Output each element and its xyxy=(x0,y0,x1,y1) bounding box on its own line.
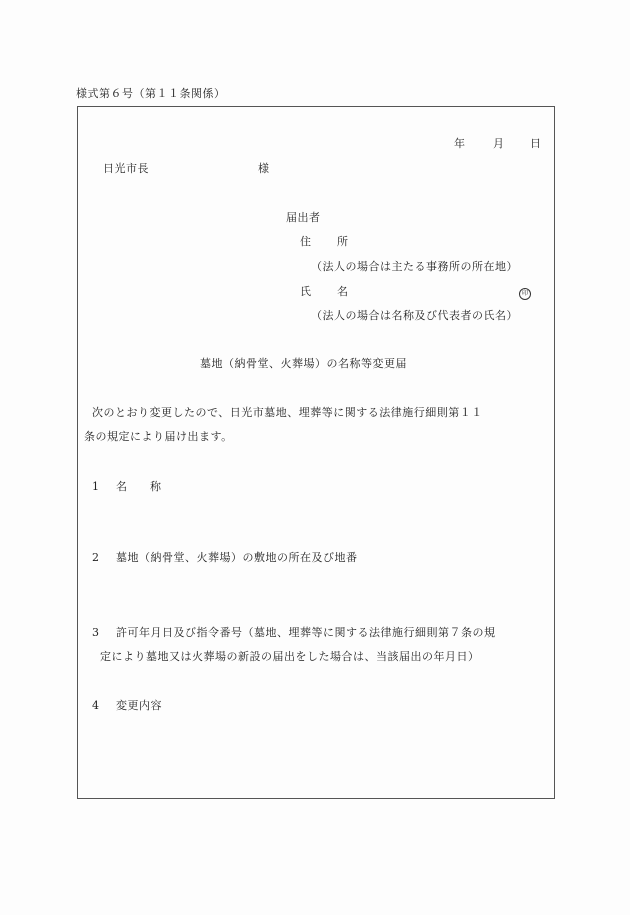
item-4-number: 4 xyxy=(92,699,100,712)
item-4-text: 変更内容 xyxy=(116,699,162,712)
body-line-2: 条の規定により届け出ます。 xyxy=(84,430,233,443)
name-label-1: 氏 xyxy=(300,285,312,298)
address-label-2: 所 xyxy=(337,235,349,248)
item-2-number: 2 xyxy=(92,551,100,564)
date-month-label: 月 xyxy=(493,137,505,150)
address-note: （法人の場合は主たる事務所の所在地） xyxy=(311,260,518,273)
item-2-text: 墓地（納骨堂、火葬場）の敷地の所在及び地番 xyxy=(116,551,358,564)
body-line-1: 次のとおり変更したので、日光市墓地、埋葬等に関する法律施行細則第１１ xyxy=(92,406,483,419)
document-title: 墓地（納骨堂、火葬場）の名称等変更届 xyxy=(200,357,407,370)
date-day-label: 日 xyxy=(530,137,542,150)
notifier-label: 届出者 xyxy=(286,211,321,224)
name-label-2: 名 xyxy=(337,285,349,298)
form-number: 様式第６号（第１１条関係） xyxy=(76,87,226,100)
item-3-line-2: 定により墓地又は火葬場の新設の届出をした場合は、当該届出の年月日） xyxy=(100,650,480,663)
item-1-label-a: 名 xyxy=(116,480,128,493)
form-frame xyxy=(77,106,555,799)
item-1-number: 1 xyxy=(92,480,100,493)
item-1-label-b: 称 xyxy=(150,480,162,493)
item-3-number: 3 xyxy=(92,626,100,639)
seal-mark xyxy=(519,285,531,300)
seal-icon: 印 xyxy=(519,288,531,300)
address-label-1: 住 xyxy=(300,235,312,248)
addressee-name: 日光市長 xyxy=(103,162,149,175)
date-year-label: 年 xyxy=(454,137,466,150)
item-3-line-1: 許可年月日及び指令番号（墓地、埋葬等に関する法律施行細則第７条の規 xyxy=(116,626,496,639)
name-note: （法人の場合は名称及び代表者の氏名） xyxy=(311,309,518,322)
addressee-honorific: 様 xyxy=(258,162,270,175)
